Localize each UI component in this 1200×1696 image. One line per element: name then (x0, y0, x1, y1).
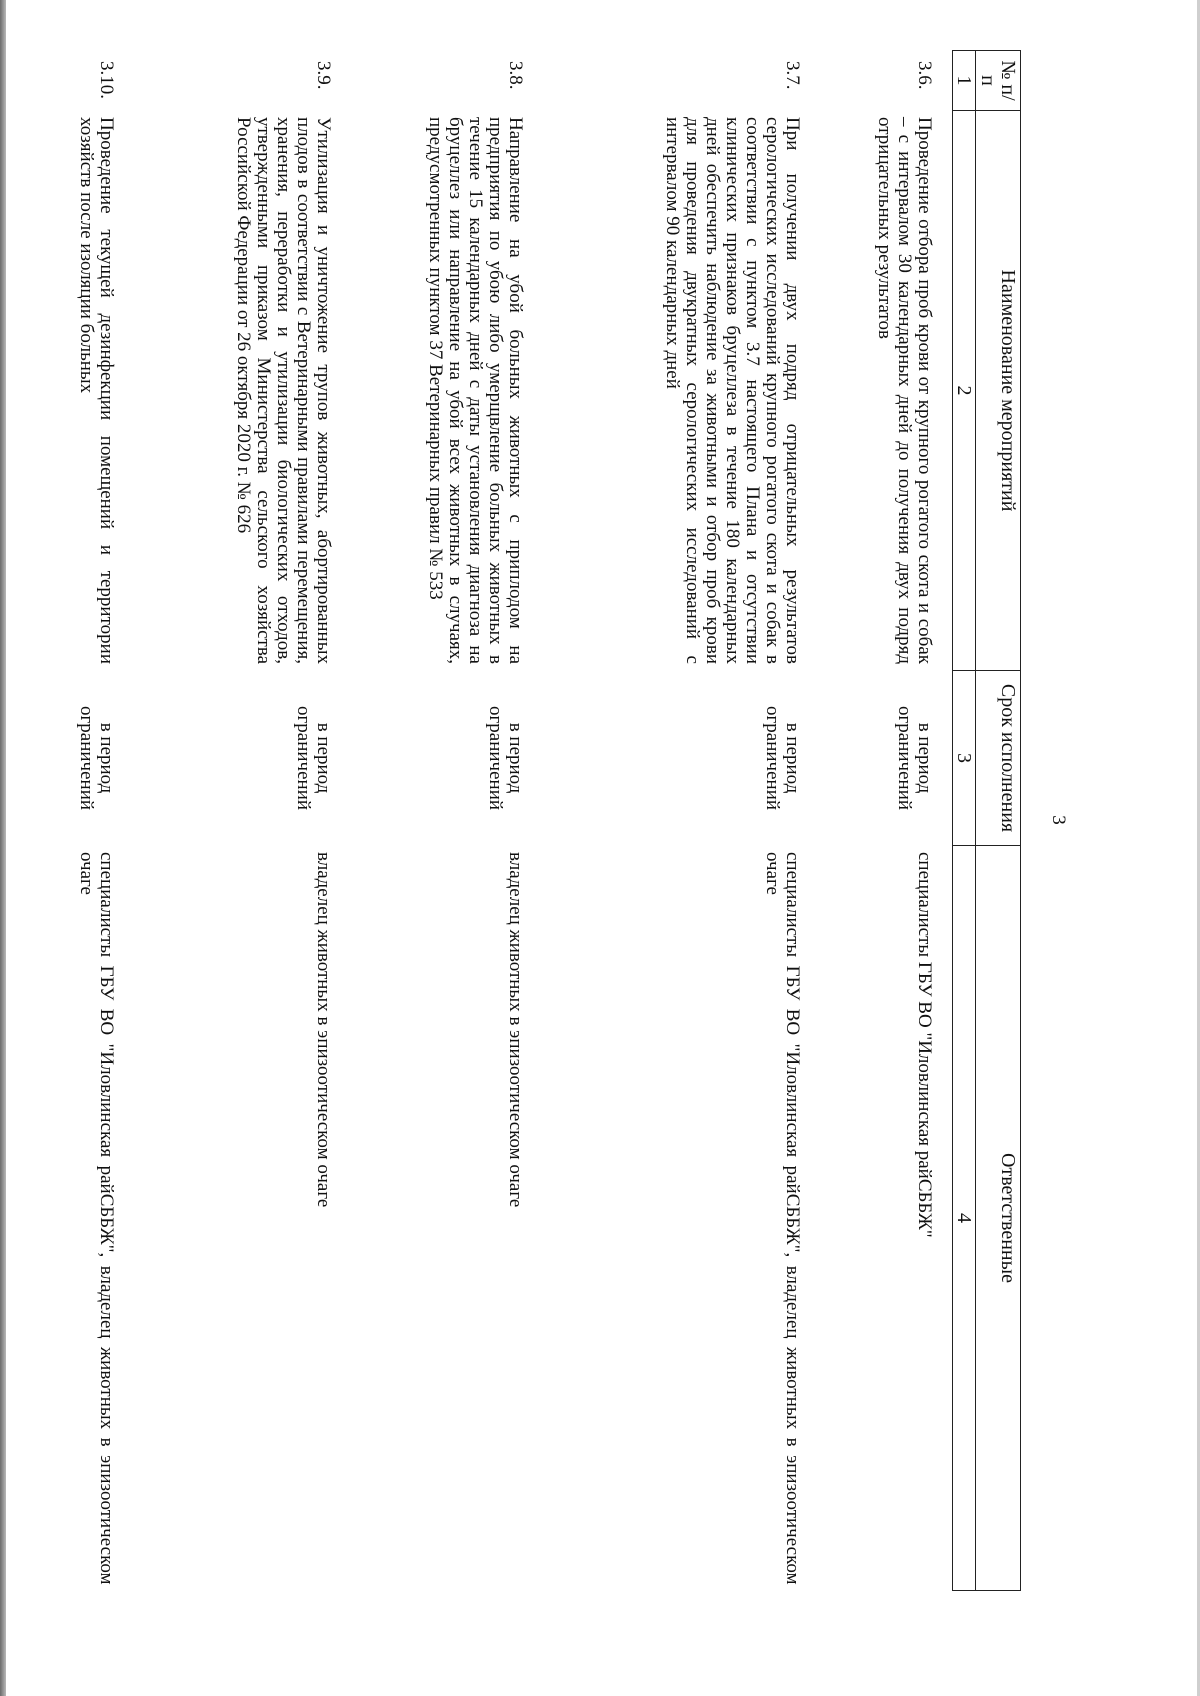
row-number: 3.10. (96, 61, 117, 99)
row-number: 3.6. (914, 61, 935, 90)
row-responsible: владелец животных в эпизоотическом очаге (313, 852, 334, 1208)
header-num: № п/п (976, 51, 1021, 111)
row-responsible: специалисты ГБУ ВО "Иловлинская райСББЖ", владелец животных в эпизоотическом очаге (76, 852, 117, 1585)
table-row (134, 51, 351, 1591)
row-deadline: в период ограничений (76, 705, 117, 811)
table-row (543, 51, 820, 1591)
scan-edge-left (0, 0, 6, 1696)
header-responsible: Ответственные (976, 846, 1021, 1591)
measures-table (62, 50, 1021, 1591)
row-deadline: в период ограничений (762, 705, 803, 811)
rotated-landscape-page (76, 50, 1075, 1590)
row-deadline: в период ограничений (293, 705, 334, 811)
row-action: Утилизация и уничтожение трупов животных, абортированных плодов в соответствии с Ветеринарными правилами перемещения, хранения, переработки и утилизации биологических отходов, утвержденными приказом Министерства сельского хозяйства Российской Федерации от 26 октября 2020 г. № 626 (233, 117, 334, 664)
row-deadline: в период ограничений (894, 705, 935, 811)
column-number-1: 1 (953, 51, 976, 111)
column-numbers-row (953, 51, 976, 1591)
row-responsible: владелец животных в эпизоотическом очаге (505, 852, 526, 1208)
row-number: 3.8. (505, 61, 526, 90)
page-number: 3 (1048, 815, 1069, 825)
header-action: Наименование мероприятий (976, 111, 1021, 671)
row-action: Проведение текущей дезинфекции помещений и территории хозяйств после изоляции больных (76, 117, 117, 664)
row-action: Направление на убой больных животных с приплодом на предприятия по убою либо умерщвление больных животных в течение 15 календарных дней с даты установления диагноза на бруцеллез или направление на убой всех животных в случаях, предусмотренных пунктом 37 Ветеринарных правил № 533 (425, 117, 526, 664)
table-header-row (976, 51, 1021, 1591)
row-action: Проведение отбора проб крови от крупного рогатого скота и собак – с интервалом 30 календарных дней до получения двух подряд отрицательных результатов (874, 117, 935, 664)
row-responsible: специалисты ГБУ ВО "Иловлинская райСББЖ", владелец животных в эпизоотическом очаге (762, 852, 803, 1585)
table-row (820, 51, 953, 1591)
table-row (62, 51, 134, 1591)
table-row (351, 51, 543, 1591)
row-deadline: в период ограничений (485, 705, 526, 811)
column-number-3: 3 (953, 671, 976, 846)
row-number: 3.9. (313, 61, 334, 90)
column-number-4: 4 (953, 846, 976, 1591)
row-responsible: специалисты ГБУ ВО "Иловлинская райСББЖ" (914, 852, 935, 1238)
row-number: 3.7. (782, 61, 803, 90)
row-action: При получении двух подряд отрицательных результатов серологических исследований крупного рогатого скота и собак в соответствии с пунктом 3.7 настоящего Плана и отсутствии клинических признаков бруцеллеза в течение 180 календарных дней обеспечить наблюдение за животными и отбор проб крови для проведения двукратных серологических исследований с интервалом 90 календарных дней (662, 117, 803, 664)
header-deadline: Срок исполнения (976, 671, 1021, 846)
column-number-2: 2 (953, 111, 976, 671)
